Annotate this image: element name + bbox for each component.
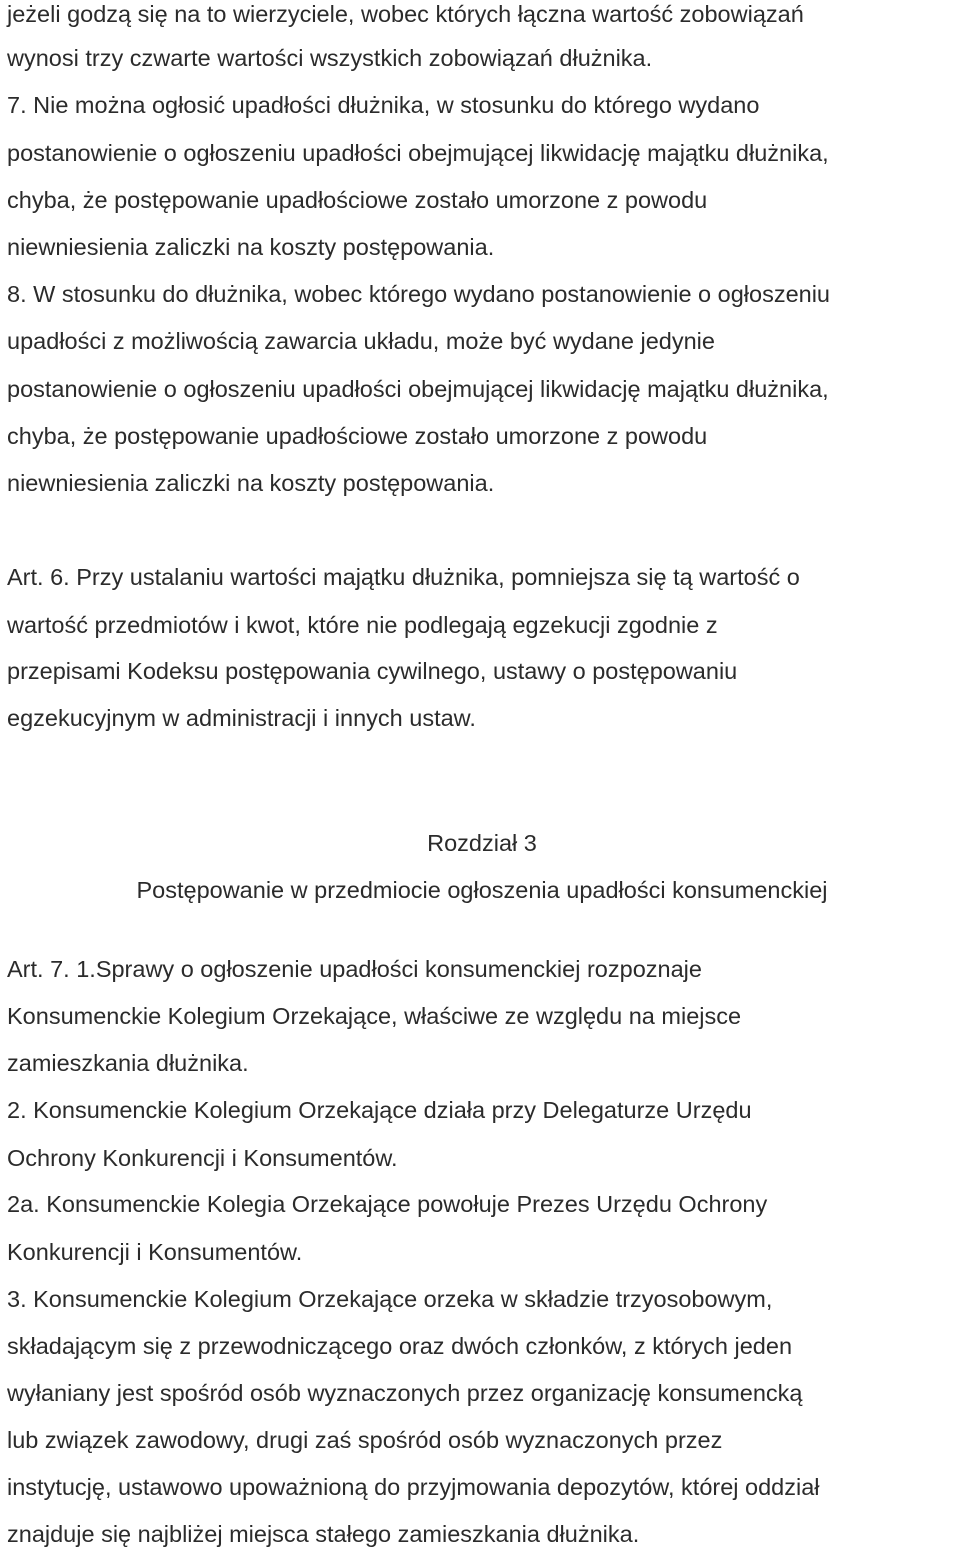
text-line: przepisami Kodeksu postępowania cywilnego, ustawy o postępowaniu: [7, 658, 738, 684]
text-line: Art. 7. 1.Sprawy o ogłoszenie upadłości konsumenckiej rozpoznaje: [7, 956, 702, 982]
text-line: lub związek zawodowy, drugi zaś spośród osób wyznaczonych przez: [7, 1427, 723, 1453]
text-line: postanowienie o ogłoszeniu upadłości obejmującej likwidację majątku dłużnika,: [7, 140, 829, 166]
text-line: 8. W stosunku do dłużnika, wobec którego wydano postanowienie o ogłoszeniu: [7, 281, 831, 307]
text-line: 7. Nie można ogłosić upadłości dłużnika, w stosunku do którego wydano: [7, 92, 760, 118]
text-line: chyba, że postępowanie upadłościowe zostało umorzone z powodu: [7, 423, 708, 449]
chapter-number: Rozdział 3: [427, 830, 537, 856]
text-line: wynosi trzy czwarte wartości wszystkich zobowiązań dłużnika.: [7, 45, 653, 71]
text-line: 2a. Konsumenckie Kolegia Orzekające powołuje Prezes Urzędu Ochrony: [7, 1191, 768, 1217]
text-line: niewniesienia zaliczki na koszty postępowania.: [7, 234, 495, 260]
text-line: 2. Konsumenckie Kolegium Orzekające działa przy Delegaturze Urzędu: [7, 1097, 752, 1123]
text-line: wyłaniany jest spośród osób wyznaczonych przez organizację konsumencką: [7, 1380, 803, 1406]
text-line: jeżeli godzą się na to wierzyciele, wobec których łączna wartość zobowiązań: [7, 1, 804, 27]
text-line: postanowienie o ogłoszeniu upadłości obejmującej likwidację majątku dłużnika,: [7, 376, 829, 402]
text-line: wartość przedmiotów i kwot, które nie podlegają egzekucji zgodnie z: [7, 612, 718, 638]
text-line: upadłości z możliwością zawarcia układu, może być wydane jedynie: [7, 328, 715, 354]
text-line: egzekucyjnym w administracji i innych ustaw.: [7, 705, 476, 731]
text-line: 3. Konsumenckie Kolegium Orzekające orzeka w składzie trzyosobowym,: [7, 1286, 773, 1312]
text-line: Art. 6. Przy ustalaniu wartości majątku dłużnika, pomniejsza się tą wartość o: [7, 564, 800, 590]
text-line: zamieszkania dłużnika.: [7, 1050, 249, 1076]
text-line: instytucję, ustawowo upoważnioną do przyjmowania depozytów, której oddział: [7, 1474, 820, 1500]
text-line: chyba, że postępowanie upadłościowe zostało umorzone z powodu: [7, 187, 708, 213]
text-line: Konsumenckie Kolegium Orzekające, właściwe ze względu na miejsce: [7, 1003, 742, 1029]
text-line: Konkurencji i Konsumentów.: [7, 1239, 303, 1265]
text-line: Ochrony Konkurencji i Konsumentów.: [7, 1145, 398, 1171]
text-line: składającym się z przewodniczącego oraz dwóch członków, z których jeden: [7, 1333, 793, 1359]
text-line: niewniesienia zaliczki na koszty postępowania.: [7, 470, 495, 496]
text-line: znajduje się najbliżej miejsca stałego zamieszkania dłużnika.: [7, 1521, 640, 1547]
chapter-title: Postępowanie w przedmiocie ogłoszenia upadłości konsumenckiej: [136, 877, 828, 903]
